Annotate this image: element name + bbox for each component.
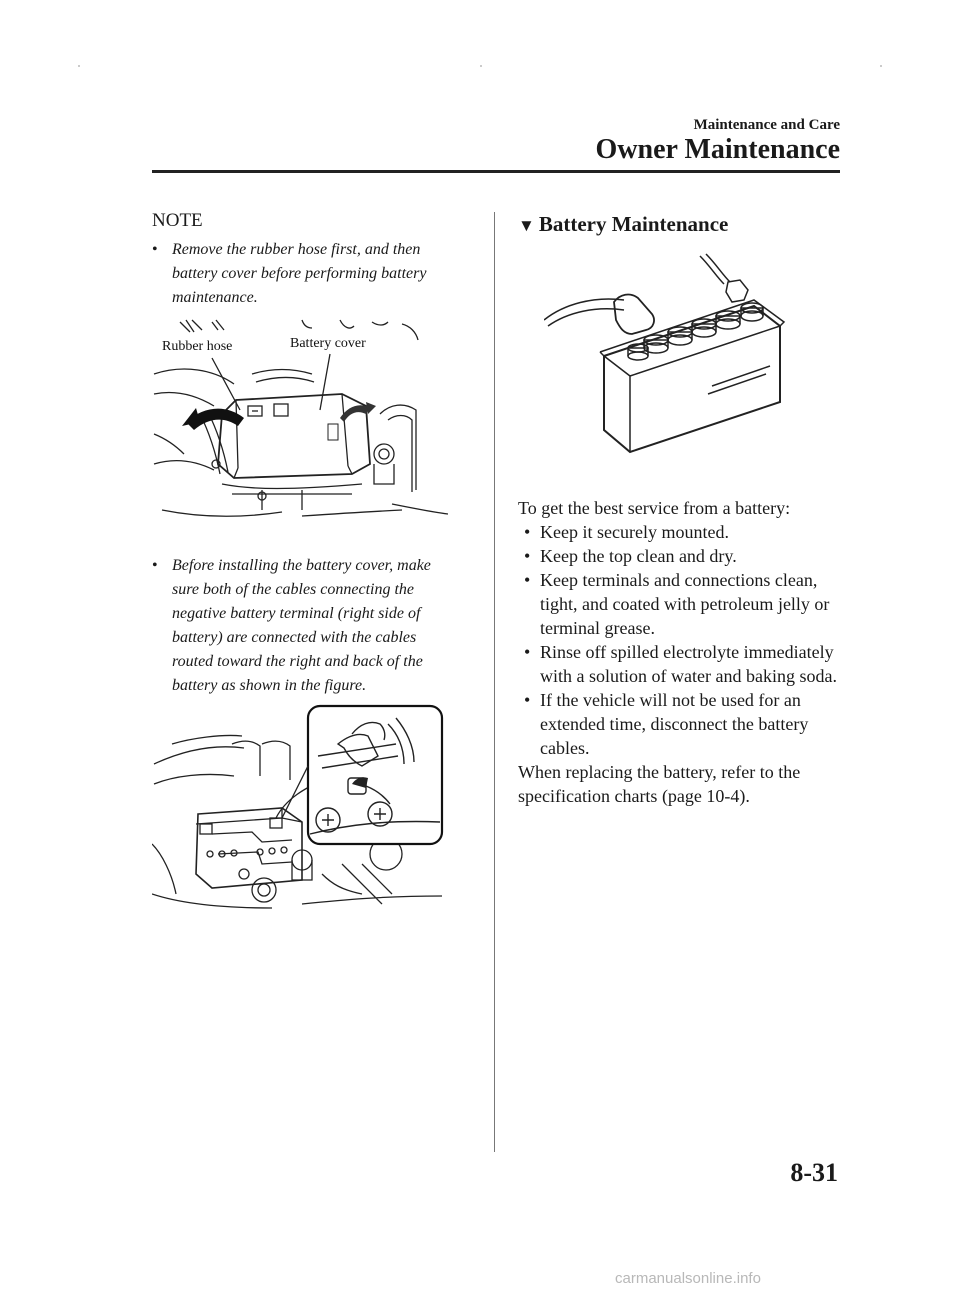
list-item: • If the vehicle will not be used for an extended time, disconnect the battery cables. bbox=[524, 690, 809, 758]
figure-battery-terminals bbox=[152, 704, 444, 918]
corner-mark bbox=[78, 65, 80, 67]
list-item: • Keep it securely mounted. bbox=[524, 522, 729, 542]
battery-terminal-illustration bbox=[152, 704, 444, 918]
page-number: 8-31 bbox=[790, 1158, 838, 1187]
battery-tips-list bbox=[518, 520, 838, 808]
column-divider bbox=[494, 212, 495, 1152]
corner-mark bbox=[480, 65, 482, 67]
bullet-icon: • bbox=[152, 241, 158, 258]
bullet-icon: • bbox=[524, 570, 531, 590]
bullet-icon: • bbox=[524, 642, 531, 662]
list-item: • Keep the top clean and dry. bbox=[524, 546, 737, 566]
note-title: NOTE bbox=[152, 210, 203, 231]
page-title: Owner Maintenance bbox=[595, 134, 840, 165]
header-rule bbox=[152, 170, 840, 173]
header-section: Maintenance and Care bbox=[693, 117, 840, 133]
figure-battery bbox=[544, 252, 814, 480]
battery-closing: When replacing the battery, refer to the specification charts (page 10-4). bbox=[518, 762, 801, 806]
battery-illustration bbox=[544, 252, 814, 480]
bullet-icon: • bbox=[152, 557, 158, 574]
triangle-marker-icon: ▼ bbox=[518, 216, 535, 235]
label-rubber-hose: Rubber hose bbox=[162, 339, 233, 354]
figure-battery-cover bbox=[152, 314, 448, 526]
list-item: • Rinse off spilled electrolyte immediately with a solution of water and baking soda. bbox=[524, 642, 837, 686]
note-item-1: • Remove the rubber hose first, and then battery cover before performing battery maintenance. bbox=[152, 238, 452, 310]
note-item-2: • Before installing the battery cover, make sure both of the cables connecting the negative battery terminal (right side of battery) are connected with the cables routed toward the right and back of the battery as shown in the figure. bbox=[152, 554, 452, 698]
list-item: • Keep terminals and connections clean, tight, and coated with petroleum jelly or terminal grease. bbox=[524, 570, 830, 638]
watermark[interactable]: carmanualsonline.info bbox=[615, 1270, 761, 1287]
bullet-icon: • bbox=[524, 522, 531, 542]
bullet-icon: • bbox=[524, 690, 531, 710]
battery-intro: To get the best service from a battery: bbox=[518, 498, 791, 518]
battery-maintenance-heading: ▼ Battery Maintenance bbox=[518, 212, 729, 236]
bullet-icon: • bbox=[524, 546, 531, 566]
label-battery-cover: Battery cover bbox=[290, 336, 366, 351]
corner-mark bbox=[880, 65, 882, 67]
